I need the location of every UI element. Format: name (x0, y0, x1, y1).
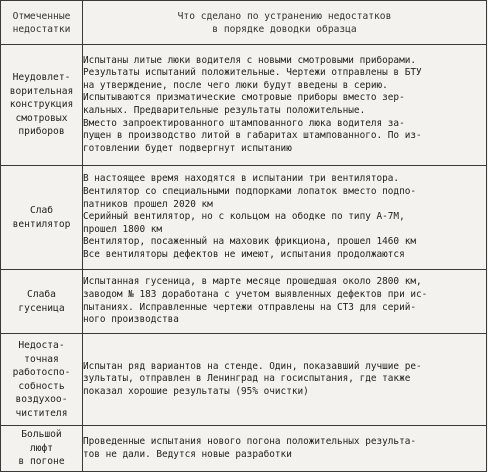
header-row (1, 1, 487, 45)
description-line: Результаты испытаний положительные. Чертежи отправлены в БТУ (83, 67, 422, 79)
header-col2-line: в порядке доводки образца (212, 23, 357, 35)
deficiency-label (1, 426, 83, 472)
label-line: воздухоо- (15, 394, 68, 405)
label-line: вентилятор (12, 218, 71, 230)
deficiency-label (1, 45, 83, 166)
label-line: в погоне (18, 456, 65, 468)
description-line: Испытываются призматические смотровые приборы вместо зер- (83, 92, 405, 104)
label-line: смотровых (15, 112, 68, 124)
deficiency-label (1, 334, 83, 426)
description-line: Вместо запроектированного штампованного люка водителя за- (83, 117, 405, 129)
label-line: приборов (18, 126, 65, 138)
description-line: Вентилятор, посаженный на маховик фрикциона, прошел 1460 км (83, 236, 417, 248)
deficiency-label (1, 166, 83, 270)
action-description (83, 334, 487, 426)
description-line: Все вентиляторы дефектов не имеют, испытания продолжаются (83, 248, 405, 260)
table-row (1, 334, 487, 426)
description-line: Вентилятор со специальными подпорками лопаток вместо подпо- (83, 186, 417, 198)
description-line: показал хорошие результаты (95% очистки) (83, 385, 309, 397)
header-col2-line: Что сделано по устранению недостатков (177, 10, 392, 22)
table-row (1, 166, 487, 270)
label-line: люфт (29, 442, 54, 454)
action-description (83, 45, 487, 166)
deficiency-label (1, 270, 83, 334)
action-description (83, 270, 487, 334)
label-line: Слаба (27, 289, 56, 300)
description-line: пытаниях. Исправленные чертежи отправлены на СТЗ для серий- (83, 301, 417, 313)
description-line: зультаты, отправлен в Ленинград на госиспытания, где также (83, 373, 411, 385)
description-line: готовлении будет подвергнут испытанию (83, 142, 292, 154)
table-row (1, 270, 487, 334)
description-line: прошел 1800 км (83, 223, 163, 235)
label-line: конструкция (9, 99, 74, 111)
action-description (83, 426, 487, 472)
description-line: Испытан ряд вариантов на стенде. Один, показавший лучшие ре- (83, 360, 422, 372)
description-line: Серийный вентилятор, но с кольцом на ободке по типу А-7М, (83, 211, 405, 223)
description-line: Проведенные испытания нового погона положительных результа- (83, 435, 417, 447)
label-line: Слаб (29, 205, 54, 216)
label-line: Неудовлет- (12, 72, 71, 84)
label-line: гусеница (18, 302, 65, 314)
label-line: Большой (21, 429, 62, 441)
label-line: собность (18, 380, 65, 392)
table-row (1, 426, 487, 472)
description-line: заводом № 183 доработана с учетом выявленных дефектов при ис- (83, 288, 428, 300)
description-line: пущен в производство литой в габаритах штампованного. По из- (83, 130, 422, 142)
label-line: точная (24, 353, 59, 365)
description-line: Испытаны литые люки водителя с новыми смотровыми приборами. (83, 54, 417, 66)
description-line: кальных. Предварительные результаты положительные. (83, 105, 366, 116)
description-line: на утверждение, после чего люки будут введены в серию. (83, 79, 388, 91)
action-description (83, 166, 487, 270)
header-deficiencies (1, 1, 83, 45)
description-line: тов не дали. Ведутся новые разработки (83, 448, 292, 460)
description-line: патников прошел 2020 км (83, 198, 213, 210)
header-actions (83, 1, 487, 45)
label-line: работоспо- (12, 367, 71, 378)
description-line: В настоящее время находятся в испытании три вентилятора. (83, 173, 400, 185)
label-line: ворительная (9, 85, 74, 97)
table-row (1, 45, 487, 166)
description-line: ного производства (83, 314, 179, 326)
header-col1-line: недостатки (12, 23, 71, 35)
header-col1-line: Отмеченные (12, 10, 71, 22)
description-line: Испытанная гусеница, в марте месяце прошедшая около 2800 км, (83, 276, 422, 288)
label-line: чистителя (15, 407, 68, 419)
label-line: Недоста- (18, 340, 65, 351)
